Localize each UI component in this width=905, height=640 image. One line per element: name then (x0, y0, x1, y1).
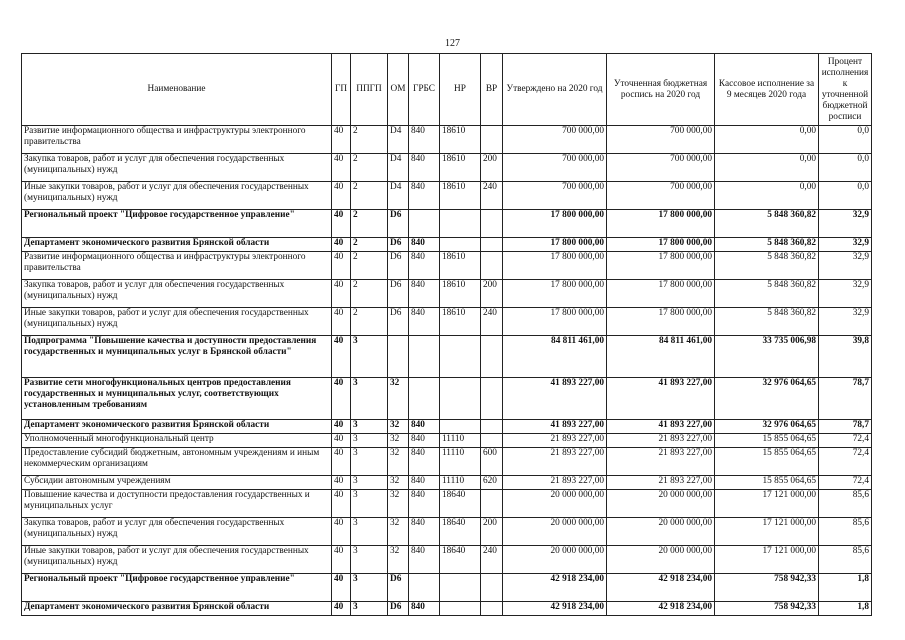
cell-np: 18610 (440, 182, 481, 210)
cell-cash: 758 942,33 (715, 602, 819, 616)
header-refined: Уточненная бюджетная роспись на 2020 год (607, 54, 715, 126)
cell-gp: 40 (332, 308, 351, 336)
cell-approved: 17 800 000,00 (503, 238, 607, 252)
cell-percent: 0,0 (819, 154, 872, 182)
cell-grbs: 840 (409, 434, 440, 448)
cell-vr (481, 210, 503, 238)
cell-vr: 240 (481, 308, 503, 336)
cell-gp: 40 (332, 420, 351, 434)
header-percent: Процент исполнения к уточненной бюджетной росписи (819, 54, 872, 126)
cell-vr: 200 (481, 518, 503, 546)
cell-ppgp: 3 (351, 448, 388, 476)
cell-cash: 17 121 000,00 (715, 490, 819, 518)
cell-approved: 42 918 234,00 (503, 574, 607, 602)
cell-np: 18610 (440, 154, 481, 182)
cell-grbs: 840 (409, 602, 440, 616)
cell-om: D6 (388, 252, 409, 280)
cell-percent: 72,4 (819, 448, 872, 476)
cell-approved: 700 000,00 (503, 182, 607, 210)
table-row (22, 420, 872, 434)
cell-ppgp: 3 (351, 602, 388, 616)
table-row (22, 238, 872, 252)
cell-np: 18640 (440, 546, 481, 574)
cell-approved: 17 800 000,00 (503, 308, 607, 336)
cell-ppgp: 2 (351, 210, 388, 238)
budget-table (21, 53, 872, 616)
cell-ppgp: 2 (351, 252, 388, 280)
cell-cash: 0,00 (715, 154, 819, 182)
cell-grbs: 840 (409, 420, 440, 434)
cell-refined: 700 000,00 (607, 182, 715, 210)
header-ppgp: ППГП (351, 54, 388, 126)
cell-refined: 41 893 227,00 (607, 378, 715, 420)
cell-cash: 5 848 360,82 (715, 252, 819, 280)
cell-ppgp: 2 (351, 182, 388, 210)
cell-percent: 32,9 (819, 238, 872, 252)
cell-refined: 20 000 000,00 (607, 490, 715, 518)
cell-gp: 40 (332, 546, 351, 574)
cell-om: 32 (388, 518, 409, 546)
cell-vr: 240 (481, 546, 503, 574)
cell-ppgp: 2 (351, 308, 388, 336)
cell-grbs (409, 210, 440, 238)
cell-refined: 20 000 000,00 (607, 518, 715, 546)
cell-name: Иные закупки товаров, работ и услуг для обеспечения государственных (муниципальных) нужд (22, 308, 332, 336)
cell-approved: 700 000,00 (503, 154, 607, 182)
cell-gp: 40 (332, 448, 351, 476)
cell-vr (481, 252, 503, 280)
cell-percent: 85,6 (819, 518, 872, 546)
cell-cash: 5 848 360,82 (715, 210, 819, 238)
cell-refined: 17 800 000,00 (607, 252, 715, 280)
cell-om: D6 (388, 308, 409, 336)
cell-vr (481, 602, 503, 616)
cell-om: D4 (388, 182, 409, 210)
table-row (22, 378, 872, 420)
cell-ppgp: 3 (351, 518, 388, 546)
cell-gp: 40 (332, 476, 351, 490)
cell-percent: 39,8 (819, 336, 872, 378)
table-row (22, 280, 872, 308)
cell-approved: 17 800 000,00 (503, 252, 607, 280)
cell-om: D4 (388, 154, 409, 182)
cell-gp: 40 (332, 336, 351, 378)
cell-om: 32 (388, 448, 409, 476)
cell-cash: 15 855 064,65 (715, 434, 819, 448)
cell-om: D6 (388, 602, 409, 616)
cell-refined: 700 000,00 (607, 126, 715, 154)
cell-approved: 17 800 000,00 (503, 280, 607, 308)
cell-om: 32 (388, 490, 409, 518)
cell-ppgp: 3 (351, 420, 388, 434)
cell-np: 18640 (440, 518, 481, 546)
cell-percent: 72,4 (819, 476, 872, 490)
cell-np (440, 336, 481, 378)
cell-om: 32 (388, 476, 409, 490)
header-np: НР (440, 54, 481, 126)
cell-grbs: 840 (409, 252, 440, 280)
table-row (22, 546, 872, 574)
page-number: 127 (445, 38, 460, 49)
cell-gp: 40 (332, 280, 351, 308)
cell-approved: 41 893 227,00 (503, 420, 607, 434)
cell-cash: 5 848 360,82 (715, 308, 819, 336)
header-gp: ГП (332, 54, 351, 126)
cell-grbs: 840 (409, 490, 440, 518)
cell-name: Закупка товаров, работ и услуг для обеспечения государственных (муниципальных) нужд (22, 154, 332, 182)
cell-gp: 40 (332, 518, 351, 546)
cell-np: 18610 (440, 308, 481, 336)
cell-gp: 40 (332, 210, 351, 238)
cell-om: 32 (388, 378, 409, 420)
cell-cash: 0,00 (715, 182, 819, 210)
cell-np: 11110 (440, 434, 481, 448)
cell-name: Департамент экономического развития Брянской области (22, 420, 332, 434)
cell-np (440, 420, 481, 434)
cell-name: Развитие информационного общества и инфраструктуры электронного правительства (22, 126, 332, 154)
cell-grbs (409, 378, 440, 420)
cell-np (440, 238, 481, 252)
cell-percent: 1,8 (819, 602, 872, 616)
cell-gp: 40 (332, 574, 351, 602)
cell-np (440, 602, 481, 616)
cell-grbs (409, 574, 440, 602)
cell-cash: 15 855 064,65 (715, 448, 819, 476)
table-row (22, 448, 872, 476)
cell-refined: 17 800 000,00 (607, 238, 715, 252)
table-row (22, 252, 872, 280)
cell-refined: 21 893 227,00 (607, 448, 715, 476)
cell-gp: 40 (332, 252, 351, 280)
cell-ppgp: 3 (351, 434, 388, 448)
cell-vr: 200 (481, 280, 503, 308)
cell-name: Иные закупки товаров, работ и услуг для обеспечения государственных (муниципальных) нужд (22, 182, 332, 210)
cell-percent: 0,0 (819, 182, 872, 210)
cell-name: Региональный проект "Цифровое государственное управление" (22, 210, 332, 238)
table-row (22, 126, 872, 154)
cell-name: Закупка товаров, работ и услуг для обеспечения государственных (муниципальных) нужд (22, 280, 332, 308)
cell-name: Развитие сети многофункциональных центров предоставления государственных и муниципальных услуг, соответствующих установленным требованиям (22, 378, 332, 420)
cell-ppgp: 3 (351, 574, 388, 602)
cell-refined: 17 800 000,00 (607, 308, 715, 336)
cell-vr (481, 126, 503, 154)
cell-grbs: 840 (409, 546, 440, 574)
cell-refined: 42 918 234,00 (607, 602, 715, 616)
cell-name: Департамент экономического развития Брянской области (22, 602, 332, 616)
cell-approved: 700 000,00 (503, 126, 607, 154)
cell-grbs: 840 (409, 238, 440, 252)
cell-vr: 240 (481, 182, 503, 210)
cell-gp: 40 (332, 126, 351, 154)
cell-vr (481, 490, 503, 518)
cell-approved: 42 918 234,00 (503, 602, 607, 616)
header-grbs: ГРБС (409, 54, 440, 126)
cell-cash: 17 121 000,00 (715, 518, 819, 546)
cell-om: 32 (388, 434, 409, 448)
cell-vr (481, 420, 503, 434)
cell-np: 18610 (440, 126, 481, 154)
cell-vr (481, 378, 503, 420)
table-row (22, 476, 872, 490)
cell-percent: 85,6 (819, 546, 872, 574)
cell-grbs: 840 (409, 448, 440, 476)
cell-approved: 20 000 000,00 (503, 546, 607, 574)
cell-gp: 40 (332, 238, 351, 252)
cell-percent: 32,9 (819, 308, 872, 336)
cell-np: 18610 (440, 280, 481, 308)
cell-refined: 21 893 227,00 (607, 476, 715, 490)
cell-ppgp: 2 (351, 154, 388, 182)
cell-vr (481, 336, 503, 378)
cell-name: Предоставление субсидий бюджетным, автономным учреждениям и иным некоммерческим организациям (22, 448, 332, 476)
cell-name: Развитие информационного общества и инфраструктуры электронного правительства (22, 252, 332, 280)
cell-gp: 40 (332, 378, 351, 420)
cell-refined: 17 800 000,00 (607, 210, 715, 238)
cell-approved: 21 893 227,00 (503, 448, 607, 476)
table-row (22, 574, 872, 602)
cell-grbs: 840 (409, 154, 440, 182)
header-approved: Утверждено на 2020 год (503, 54, 607, 126)
cell-om: D6 (388, 280, 409, 308)
cell-approved: 21 893 227,00 (503, 476, 607, 490)
cell-cash: 0,00 (715, 126, 819, 154)
cell-np (440, 210, 481, 238)
cell-np: 18610 (440, 252, 481, 280)
cell-cash: 5 848 360,82 (715, 238, 819, 252)
cell-percent: 32,9 (819, 280, 872, 308)
cell-name: Региональный проект "Цифровое государственное управление" (22, 574, 332, 602)
cell-percent: 0,0 (819, 126, 872, 154)
cell-name: Подпрограмма "Повышение качества и доступности предоставления государственных и муниципальных услуг в Брянской области" (22, 336, 332, 378)
cell-gp: 40 (332, 434, 351, 448)
table-row (22, 490, 872, 518)
cell-percent: 72,4 (819, 434, 872, 448)
cell-om: D6 (388, 238, 409, 252)
cell-approved: 20 000 000,00 (503, 490, 607, 518)
cell-name: Департамент экономического развития Брянской области (22, 238, 332, 252)
cell-grbs: 840 (409, 280, 440, 308)
cell-np: 11110 (440, 476, 481, 490)
cell-cash: 17 121 000,00 (715, 546, 819, 574)
cell-ppgp: 2 (351, 126, 388, 154)
cell-name: Уполномоченный многофункциональный центр (22, 434, 332, 448)
cell-vr (481, 574, 503, 602)
cell-ppgp: 3 (351, 476, 388, 490)
cell-ppgp: 3 (351, 378, 388, 420)
cell-om: D4 (388, 126, 409, 154)
cell-cash: 32 976 064,65 (715, 378, 819, 420)
header-om: ОМ (388, 54, 409, 126)
cell-percent: 32,9 (819, 210, 872, 238)
cell-ppgp: 2 (351, 238, 388, 252)
cell-ppgp: 3 (351, 490, 388, 518)
table-row (22, 182, 872, 210)
cell-grbs: 840 (409, 308, 440, 336)
cell-refined: 42 918 234,00 (607, 574, 715, 602)
cell-name: Закупка товаров, работ и услуг для обеспечения государственных (муниципальных) нужд (22, 518, 332, 546)
cell-percent: 1,8 (819, 574, 872, 602)
cell-vr: 600 (481, 448, 503, 476)
cell-cash: 32 976 064,65 (715, 420, 819, 434)
cell-vr: 620 (481, 476, 503, 490)
cell-vr (481, 238, 503, 252)
cell-cash: 758 942,33 (715, 574, 819, 602)
cell-approved: 20 000 000,00 (503, 518, 607, 546)
table-row (22, 336, 872, 378)
cell-gp: 40 (332, 154, 351, 182)
cell-refined: 21 893 227,00 (607, 434, 715, 448)
cell-percent: 85,6 (819, 490, 872, 518)
header-vr: ВР (481, 54, 503, 126)
cell-approved: 84 811 461,00 (503, 336, 607, 378)
table-row (22, 154, 872, 182)
cell-refined: 41 893 227,00 (607, 420, 715, 434)
table-row (22, 210, 872, 238)
cell-cash: 15 855 064,65 (715, 476, 819, 490)
cell-ppgp: 3 (351, 336, 388, 378)
cell-om: 32 (388, 420, 409, 434)
cell-grbs: 840 (409, 476, 440, 490)
cell-om: D6 (388, 210, 409, 238)
cell-name: Субсидии автономным учреждениям (22, 476, 332, 490)
table-body (22, 126, 872, 616)
cell-vr: 200 (481, 154, 503, 182)
table-row (22, 518, 872, 546)
table-row (22, 434, 872, 448)
cell-approved: 41 893 227,00 (503, 378, 607, 420)
cell-om: 32 (388, 546, 409, 574)
cell-grbs (409, 336, 440, 378)
cell-cash: 33 735 006,98 (715, 336, 819, 378)
cell-gp: 40 (332, 602, 351, 616)
cell-name: Иные закупки товаров, работ и услуг для обеспечения государственных (муниципальных) нужд (22, 546, 332, 574)
cell-grbs: 840 (409, 126, 440, 154)
cell-refined: 84 811 461,00 (607, 336, 715, 378)
cell-grbs: 840 (409, 182, 440, 210)
cell-grbs: 840 (409, 518, 440, 546)
cell-refined: 17 800 000,00 (607, 280, 715, 308)
cell-percent: 32,9 (819, 252, 872, 280)
cell-gp: 40 (332, 182, 351, 210)
table-row (22, 308, 872, 336)
cell-approved: 17 800 000,00 (503, 210, 607, 238)
cell-name: Повышение качества и доступности предоставления государственных и муниципальных услуг (22, 490, 332, 518)
header-cash: Кассовое исполнение за 9 месяцев 2020 года (715, 54, 819, 126)
cell-cash: 5 848 360,82 (715, 280, 819, 308)
cell-om: D6 (388, 574, 409, 602)
cell-om (388, 336, 409, 378)
cell-approved: 21 893 227,00 (503, 434, 607, 448)
header-name: Наименование (22, 54, 332, 126)
cell-np (440, 378, 481, 420)
table-header-row (22, 54, 872, 126)
cell-ppgp: 2 (351, 280, 388, 308)
cell-refined: 700 000,00 (607, 154, 715, 182)
cell-vr (481, 434, 503, 448)
cell-percent: 78,7 (819, 420, 872, 434)
table-row (22, 602, 872, 616)
cell-gp: 40 (332, 490, 351, 518)
cell-np: 11110 (440, 448, 481, 476)
cell-percent: 78,7 (819, 378, 872, 420)
cell-np: 18640 (440, 490, 481, 518)
cell-ppgp: 3 (351, 546, 388, 574)
cell-refined: 20 000 000,00 (607, 546, 715, 574)
cell-np (440, 574, 481, 602)
